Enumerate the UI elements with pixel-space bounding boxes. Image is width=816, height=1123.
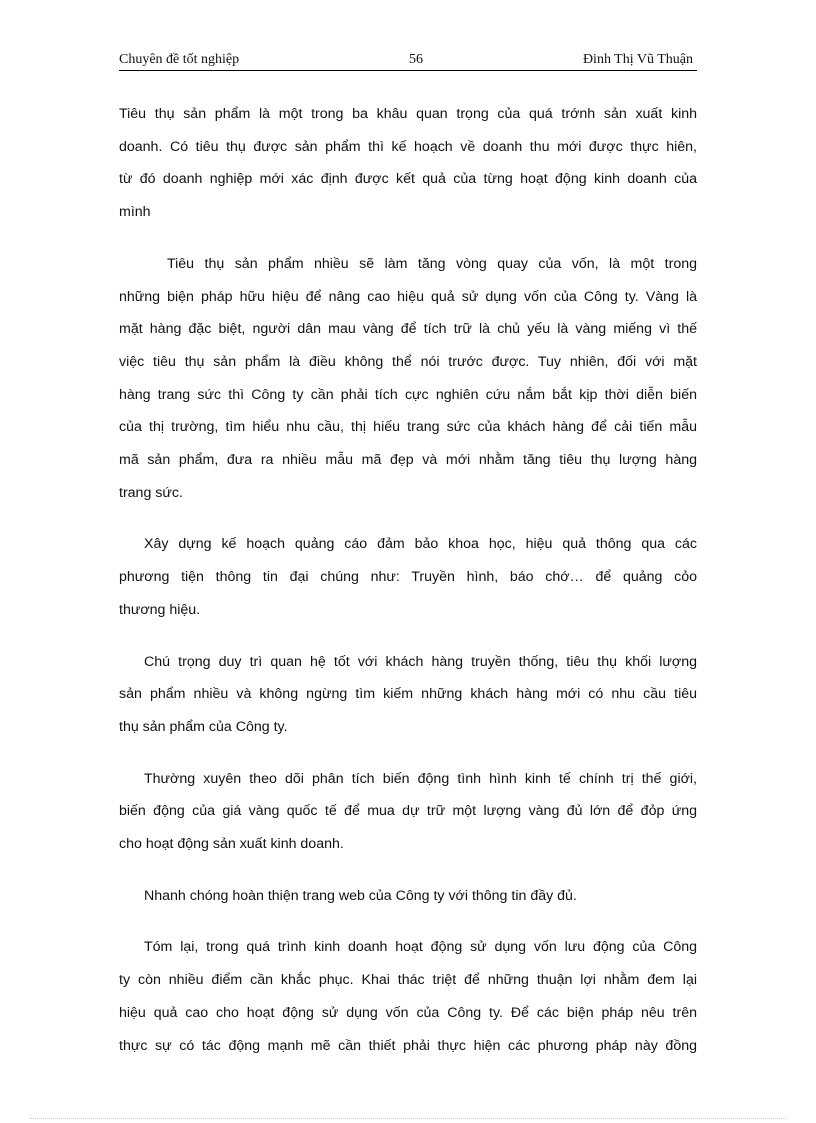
text-line: những biện pháp hữu hiệu để nâng cao hiệu quả sử dụng vốn của Công ty. Vàng là — [119, 288, 697, 305]
page-bottom-border — [30, 1118, 786, 1119]
text-line: việc tiêu thụ sản phẩm là điều không thể nói trước được. Tuy nhiên, đối với mặt — [119, 353, 697, 370]
text-line: sản phẩm nhiều và không ngừng tìm kiếm những khách hàng mới có nhu cầu tiêu — [119, 686, 697, 703]
text-line: thực sự có tác động mạnh mẽ cần thiết phải thực hiện các phương pháp này đồng — [119, 1037, 697, 1054]
text-line: phương tiện thông tin đại chúng như: Truyền hình, báo chớ… để quảng cỏo — [119, 569, 697, 586]
text-line: Thường xuyên theo dõi phân tích biến động tình hình kinh tế chính trị thế giới, — [144, 770, 697, 787]
text-line: Chú trọng duy trì quan hệ tốt với khách hàng truyền thống, tiêu thụ khối lượng — [144, 653, 697, 670]
paragraph-4 — [119, 646, 697, 744]
text-line: ty còn nhiều điểm cần khắc phục. Khai thác triệt để những thuận lợi nhằm đem lại — [119, 972, 697, 989]
text-line: mặt hàng đặc biệt, người dân mau vàng để tích trữ là chủ yếu là vàng miếng vì thế — [119, 321, 697, 338]
text-line: Xây dựng kế hoạch quảng cáo đảm bảo khoa học, hiệu quả thông qua các — [144, 536, 697, 553]
text-line: của thị trường, tìm hiểu nhu cầu, thị hiếu trang sức của khách hàng để cải tiến mẫu — [119, 419, 697, 436]
paragraph-5 — [119, 763, 697, 861]
text-line: Tiêu thụ sản phẩm là một trong ba khâu quan trọng của quá trớnh sản xuất kinh — [119, 106, 697, 122]
text-line: mình — [119, 204, 151, 221]
page-header — [119, 50, 697, 71]
text-line: cho hoạt động sản xuất kinh doanh. — [119, 836, 344, 853]
paragraph-1 — [119, 98, 697, 229]
text-line: từ đó doanh nghiệp mới xác định được kết quả của từng hoạt động kinh doanh của — [119, 171, 697, 188]
text-line: hàng trang sức thì Công ty cần phải tích cực nghiên cứu nắm bắt kịp thời diễn biến — [119, 386, 697, 403]
paragraph-7 — [119, 931, 697, 1062]
page-number: 56 — [409, 52, 423, 67]
header-title: Chuyên đề tốt nghiệp — [119, 52, 240, 67]
text-line: Tiêu thụ sản phẩm nhiều sẽ làm tăng vòng quay của vốn, là một trong — [167, 255, 697, 272]
text-line: Nhanh chóng hoàn thiện trang web của Công ty với thông tin đầy đủ. — [144, 887, 577, 904]
paragraph-3 — [119, 528, 697, 626]
text-line: mã sản phẩm, đưa ra nhiều mẫu mã đẹp và mới nhằm tăng tiêu thụ lượng hàng — [119, 452, 697, 469]
paragraph-6 — [119, 880, 697, 913]
document-body — [119, 98, 697, 1081]
text-line: doanh. Có tiêu thụ được sản phẩm thì kế hoạch về doanh thu mới được thực hiên, — [119, 138, 697, 155]
text-line: hiệu quả cao cho hoạt động sử dụng vốn của Công ty. Để các biện pháp nêu trên — [119, 1004, 697, 1021]
header-author: Đinh Thị Vũ Thuận — [582, 52, 693, 67]
text-line: Tóm lại, trong quá trình kinh doanh hoạt động sử dụng vốn lưu động của Công — [144, 939, 697, 956]
text-line: biến động của giá vàng quốc tế để mua dự trữ một lượng vàng đủ lớn để đỏp ứng — [119, 803, 697, 820]
text-line: trang sức. — [119, 484, 183, 501]
text-line: thương hiệu. — [119, 601, 201, 618]
text-line: thụ sản phẩm của Công ty. — [119, 718, 288, 735]
paragraph-2 — [119, 248, 697, 510]
